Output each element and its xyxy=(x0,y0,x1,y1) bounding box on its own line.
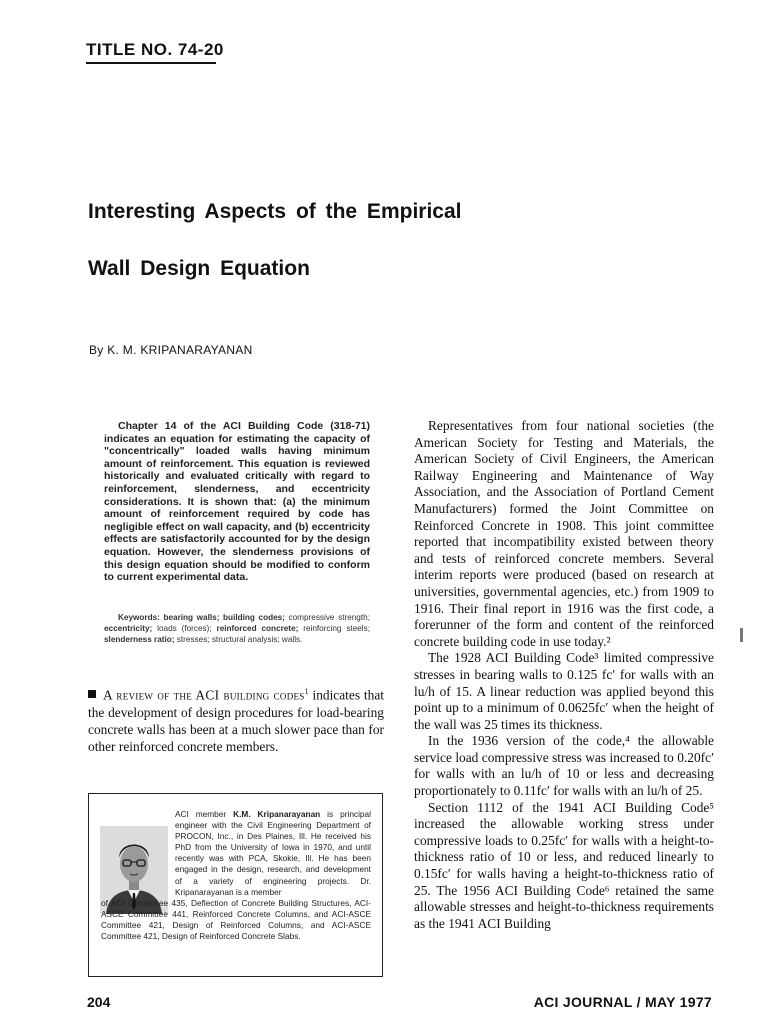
intro-lead: A review of the ACI building codes xyxy=(103,687,305,703)
abstract xyxy=(104,420,370,584)
scan-mark xyxy=(740,628,743,642)
keyword-item: reinforced concrete; xyxy=(211,624,299,633)
article-title-line-2: Wall Design Equation xyxy=(88,257,310,280)
keywords-label: Keywords: xyxy=(118,613,160,622)
col2-paragraph-1: Representatives from four national societies (the American Society for Testing and Materials, the American Society of Civil Engineers, the American Railway Engineering and Maintenance of Way Association, and the Association of Portland Cement Manufacturers) formed the Joint Committee on Reinforced Concrete in 1908. This joint committee reported that incompatibility existed between theory and tests of reinforced concrete members. Several interim reports were produced (based on research at universities, governmental agencies, etc.) from 1909 to 1916. Their final report in 1916 was the first code, a forerunner of the form and content of the reinforced concrete building code in use today.² xyxy=(414,418,714,649)
intro-text: indicates that the development of design procedures for load-bearing concrete walls has been at a much slower pace than for other reinforced concrete members. xyxy=(88,687,385,755)
bio-text-continued: of ACI Committee 435, Deflection of Concrete Building Structures, ACI-ASCE Committee 441, Reinforced Concrete Columns, and ACI-ASCE Committee 421, Design of Reinforced Columns, and ACI-ASCE Committee 421, Design of Reinforced Concrete Slabs. xyxy=(101,897,371,942)
bio-prefix: ACI member xyxy=(175,809,234,819)
keyword-item: bearing walls; xyxy=(163,613,220,622)
intro-footnote: 1 xyxy=(304,687,309,696)
keyword-item: stresses; structural analysis; walls. xyxy=(174,635,303,644)
author-bio-box xyxy=(88,793,383,977)
keyword-item: building codes; xyxy=(219,613,285,622)
journal-footer: ACI JOURNAL / MAY 1977 xyxy=(533,994,712,1010)
bio-text: is principal engineer with the Civil Engineering Department of PROCON, Inc., in Des Plaines, Ill. He received his PhD from the University of Iowa in 1970, and until recently was with PCA, Skokie, Ill. He has been engaged in the design, research, and development of a variety of engineering projects. Dr. Kripanarayanan is a member xyxy=(175,809,371,897)
col2-paragraph-4: Section 1112 of the 1941 ACI Building Code⁵ increased the allowable working stress under compressive loads to 0.25fc′ for walls with a height-to-thickness ratio of 10 or less, and reduced linearly to 0.15fc′ for walls having a height-to-thickness ratio of 25. The 1956 ACI Building Code⁶ retained the same allowable stresses and height-to-thickness requirements as the 1941 ACI Building xyxy=(414,799,714,931)
title-number: TITLE NO. 74-20 xyxy=(86,40,224,59)
intro-paragraph xyxy=(88,683,384,755)
keyword-item: compressive strength; xyxy=(284,613,370,622)
title-rule xyxy=(86,62,216,64)
col2-paragraph-3: In the 1936 version of the code,⁴ the allowable service load compressive stress was increased to 0.20fc′ for walls with an lu/h of 10 or less and decreasing proportionately to 0.11fc′ for walls with an lu/h of 25. xyxy=(414,733,714,799)
right-column xyxy=(414,418,714,932)
keywords xyxy=(104,612,370,645)
bio-author-name: K.M. Kripanarayanan xyxy=(233,809,321,819)
keyword-item: reinforcing steels; xyxy=(298,624,370,633)
section-marker-icon xyxy=(88,690,96,698)
abstract-text: Chapter 14 of the ACI Building Code (318-71) indicates an equation for estimating the capacity of "concentrically" loaded walls having minimum amount of reinforcement. This equation is reviewed historically and evaluated critically with regard to reinforcement, slenderness, and eccentricity considerations. It is shown that: (a) the minimum amount of reinforcement required by code has negligible effect on wall capacity, and (b) eccentricity effects are satisfactorily accounted for by the design equation. However, the slenderness provisions of this design equation should be modified to conform to current experimental data. xyxy=(104,420,370,584)
keyword-item: eccentricity; xyxy=(104,624,153,633)
col2-paragraph-2: The 1928 ACI Building Code³ limited compressive stresses in bearing walls to 0.125 fc′ for walls with an lu/h of 15. A linear reduction was applied beyond this point up to a minimum of 0.0625fc′ when the height of the wall was 25 times its thickness. xyxy=(414,650,714,732)
keyword-item: loads (forces); xyxy=(152,624,212,633)
page-number: 204 xyxy=(87,994,111,1010)
keyword-item: slenderness ratio; xyxy=(104,635,175,644)
byline: By K. M. KRIPANARAYANAN xyxy=(89,343,253,357)
article-title-line-1: Interesting Aspects of the Empirical xyxy=(88,200,462,223)
author-bio xyxy=(101,809,371,942)
